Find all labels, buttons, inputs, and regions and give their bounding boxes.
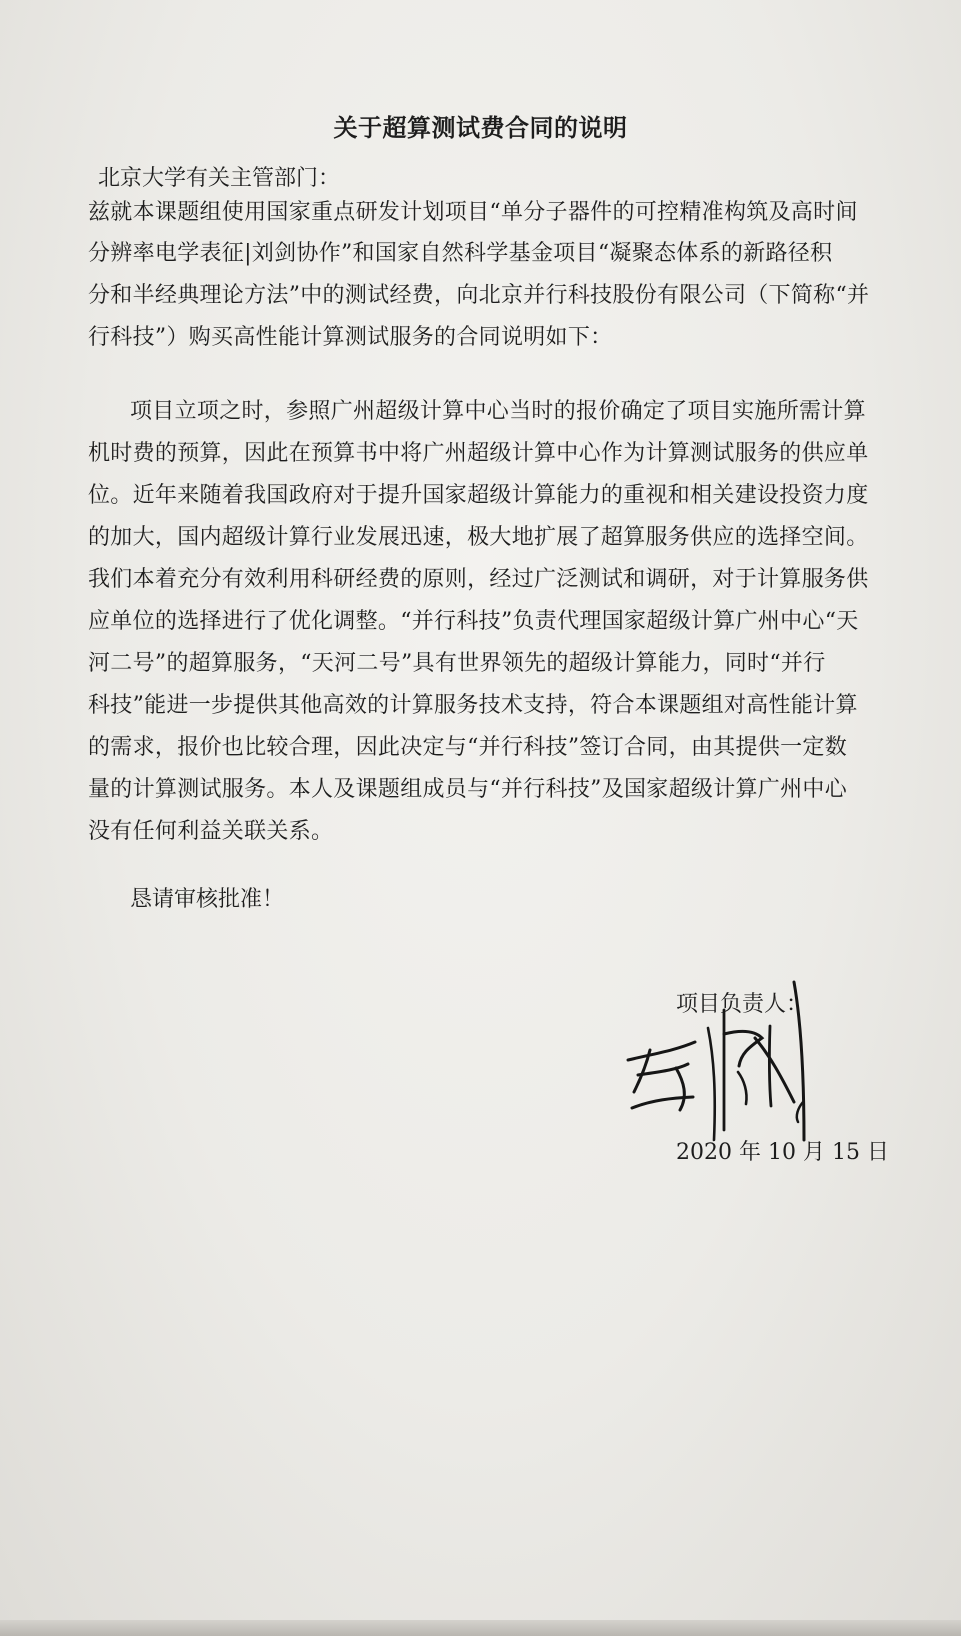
handwritten-signature — [620, 980, 870, 1160]
signature-date: 2020 年 10 月 15 日 — [676, 1140, 889, 1165]
intro-line: 行科技”）购买高性能计算测试服务的合同说明如下： — [88, 325, 613, 350]
closing-line: 恳请审核批准！ — [130, 887, 285, 912]
body-line: 应单位的选择进行了优化调整。“并行科技”负责代理国家超级计算广州中心“天 — [88, 609, 859, 634]
body-line: 机时费的预算，因此在预算书中将广州超级计算中心作为计算测试服务的供应单 — [88, 441, 869, 466]
body-line: 的加大，国内超级计算行业发展迅速，极大地扩展了超算服务供应的选择空间。 — [88, 525, 869, 550]
intro-line: 分和半经典理论方法”中的测试经费，向北京并行科技股份有限公司（下简称“并 — [88, 283, 870, 308]
intro-line: 兹就本课题组使用国家重点研发计划项目“单分子器件的可控精准构筑及高时间 — [88, 200, 858, 225]
body-line: 的需求，报价也比较合理，因此决定与“并行科技”签订合同，由其提供一定数 — [88, 735, 847, 760]
body-line: 我们本着充分有效利用科研经费的原则，经过广泛测试和调研，对于计算服务供 — [88, 567, 869, 592]
body-line: 量的计算测试服务。本人及课题组成员与“并行科技”及国家超级计算广州中心 — [88, 777, 847, 802]
salutation: 北京大学有关主管部门： — [98, 166, 341, 191]
body-line: 科技”能进一步提供其他高效的计算服务技术支持，符合本课题组对高性能计算 — [88, 693, 858, 718]
document-title: 关于超算测试费合同的说明 — [333, 113, 628, 142]
body-line: 项目立项之时，参照广州超级计算中心当时的报价确定了项目实施所需计算 — [130, 399, 866, 424]
project-leader-label: 项目负责人： — [676, 992, 809, 1017]
body-line: 位。近年来随着我国政府对于提升国家超级计算能力的重视和相关建设投资力度 — [88, 483, 869, 508]
page-edge-shadow — [0, 1620, 961, 1636]
intro-line: 分辨率电学表征|刘剑协作”和国家自然科学基金项目“凝聚态体系的新路径积 — [88, 241, 833, 266]
body-line: 河二号”的超算服务，“天河二号”具有世界领先的超级计算能力，同时“并行 — [88, 651, 826, 676]
body-line: 没有任何利益关联关系。 — [88, 819, 334, 844]
